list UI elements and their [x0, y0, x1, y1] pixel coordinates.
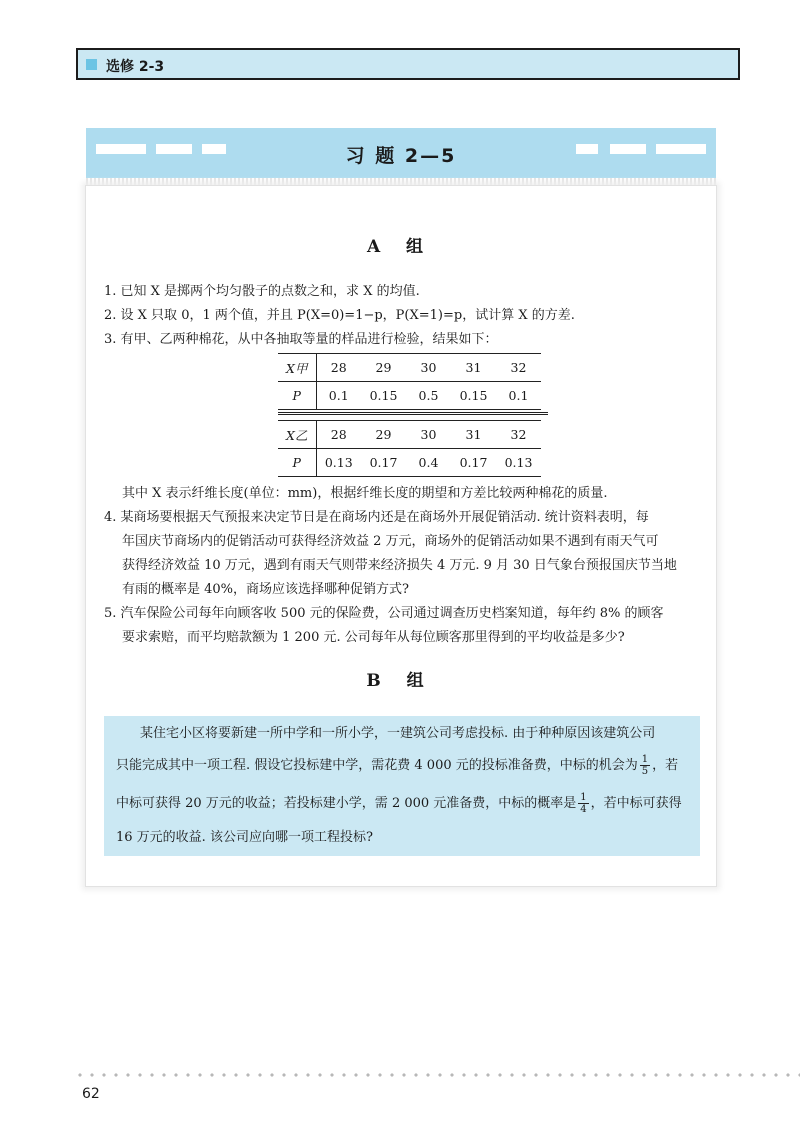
group-b-line [116, 754, 678, 777]
exercise-banner [86, 128, 716, 178]
question-3: 3. 有甲、乙两种棉花，从中各抽取等量的样品进行检验，结果如下： [104, 332, 498, 347]
table-cell: 31 [451, 354, 496, 382]
table-separator [278, 412, 548, 415]
table-cell: X乙 [278, 421, 316, 449]
banner-decor-block [656, 144, 706, 154]
table-cell: 0.15 [361, 382, 406, 410]
table-cell: 28 [316, 354, 361, 382]
question-4-line: 年国庆节商场内的促销活动可获得经济效益 2 万元，商场外的促销活动如果不遇到有雨天气可 [122, 534, 659, 549]
table-cell: 0.13 [496, 449, 541, 477]
header-text: 选修 2-3 [106, 59, 165, 75]
question-5-line: 5. 汽车保险公司每年向顾客收 500 元的保险费，公司通过调查历史档案知道，每年约 8% 的顾客 [104, 606, 664, 621]
table-cell: 32 [496, 421, 541, 449]
question-4-line: 有雨的概率是 40%，商场应该选择哪种促销方式? [122, 582, 409, 597]
question-4-line: 4. 某商场要根据天气预报来决定节日是在商场内还是在商场外开展促销活动. 统计资料表明，每 [104, 510, 649, 525]
banner-stripe [86, 178, 716, 186]
question-1: 1. 已知 X 是掷两个均匀骰子的点数之和，求 X 的均值. [104, 284, 420, 299]
table-cell: 0.1 [496, 382, 541, 410]
fraction-numerator: 1 [641, 754, 649, 765]
fraction-one-fifth [640, 754, 650, 777]
table-cell: 0.5 [406, 382, 451, 410]
table-cell: 30 [406, 354, 451, 382]
question-4-line: 获得经济效益 10 万元，遇到有雨天气则带来经济损失 4 万元. 9 月 30 日气象台预报国庆节当地 [122, 558, 677, 573]
group-b-text: 只能完成其中一项工程. 假设它投标建中学，需花费 4 000 元的投标准备费，中标的机会为 [116, 758, 638, 773]
banner-decor-block [576, 144, 598, 154]
table-cell: 0.4 [406, 449, 451, 477]
table-row [278, 449, 541, 477]
group-b-line [116, 792, 682, 815]
table-cell: 30 [406, 421, 451, 449]
distribution-table-yi [278, 420, 541, 477]
chapter-header [76, 48, 740, 80]
table-cell: 28 [316, 421, 361, 449]
table-cell: 31 [451, 421, 496, 449]
fraction-denominator: 4 [580, 804, 587, 815]
fraction-one-quarter [578, 792, 588, 815]
table-cell: 0.13 [316, 449, 361, 477]
table-row [278, 421, 541, 449]
footer-dotted-rule [74, 1073, 800, 1077]
group-a-title: A 组 [366, 237, 434, 257]
table-cell: 0.17 [361, 449, 406, 477]
question-2: 2. 设 X 只取 0，1 两个值，并且 P(X=0)=1−p，P(X=1)=p，试计算 X 的方差. [104, 308, 575, 323]
question-5-line: 要求索赔，而平均赔款额为 1 200 元. 公司每年从每位顾客那里得到的平均收益是多少? [122, 630, 625, 645]
page-number: 62 [82, 1086, 100, 1102]
table-cell: 0.15 [451, 382, 496, 410]
question-3-note: 其中 X 表示纤维长度(单位：mm)，根据纤维长度的期望和方差比较两种棉花的质量. [122, 486, 608, 501]
group-b-text: ，若 [652, 758, 679, 773]
table-cell: P [278, 449, 316, 477]
group-b-box [104, 716, 700, 856]
fraction-numerator: 1 [580, 792, 587, 803]
table-cell: 0.1 [316, 382, 361, 410]
group-b-title: B 组 [366, 671, 434, 691]
table-cell: X甲 [278, 354, 316, 382]
table-row [278, 382, 541, 410]
table-cell: 29 [361, 354, 406, 382]
exercise-title: 习 题 2—5 [345, 145, 457, 167]
distribution-table-jia [278, 353, 541, 410]
group-b-line: 某住宅小区将要新建一所中学和一所小学，一建筑公司考虑投标. 由于种种原因该建筑公司 [140, 726, 656, 741]
table-row [278, 354, 541, 382]
group-b-line: 16 万元的收益. 该公司应向哪一项工程投标? [116, 830, 373, 845]
table-cell: 0.17 [451, 449, 496, 477]
group-b-text: ，若中标可获得 [590, 796, 682, 811]
header-square-icon [86, 59, 97, 70]
table-cell: P [278, 382, 316, 410]
table-cell: 29 [361, 421, 406, 449]
fraction-denominator: 5 [641, 766, 649, 777]
group-b-text: 中标可获得 20 万元的收益；若投标建小学，需 2 000 元准备费，中标的概率是 [116, 796, 577, 811]
table-cell: 32 [496, 354, 541, 382]
banner-decor-block [610, 144, 646, 154]
